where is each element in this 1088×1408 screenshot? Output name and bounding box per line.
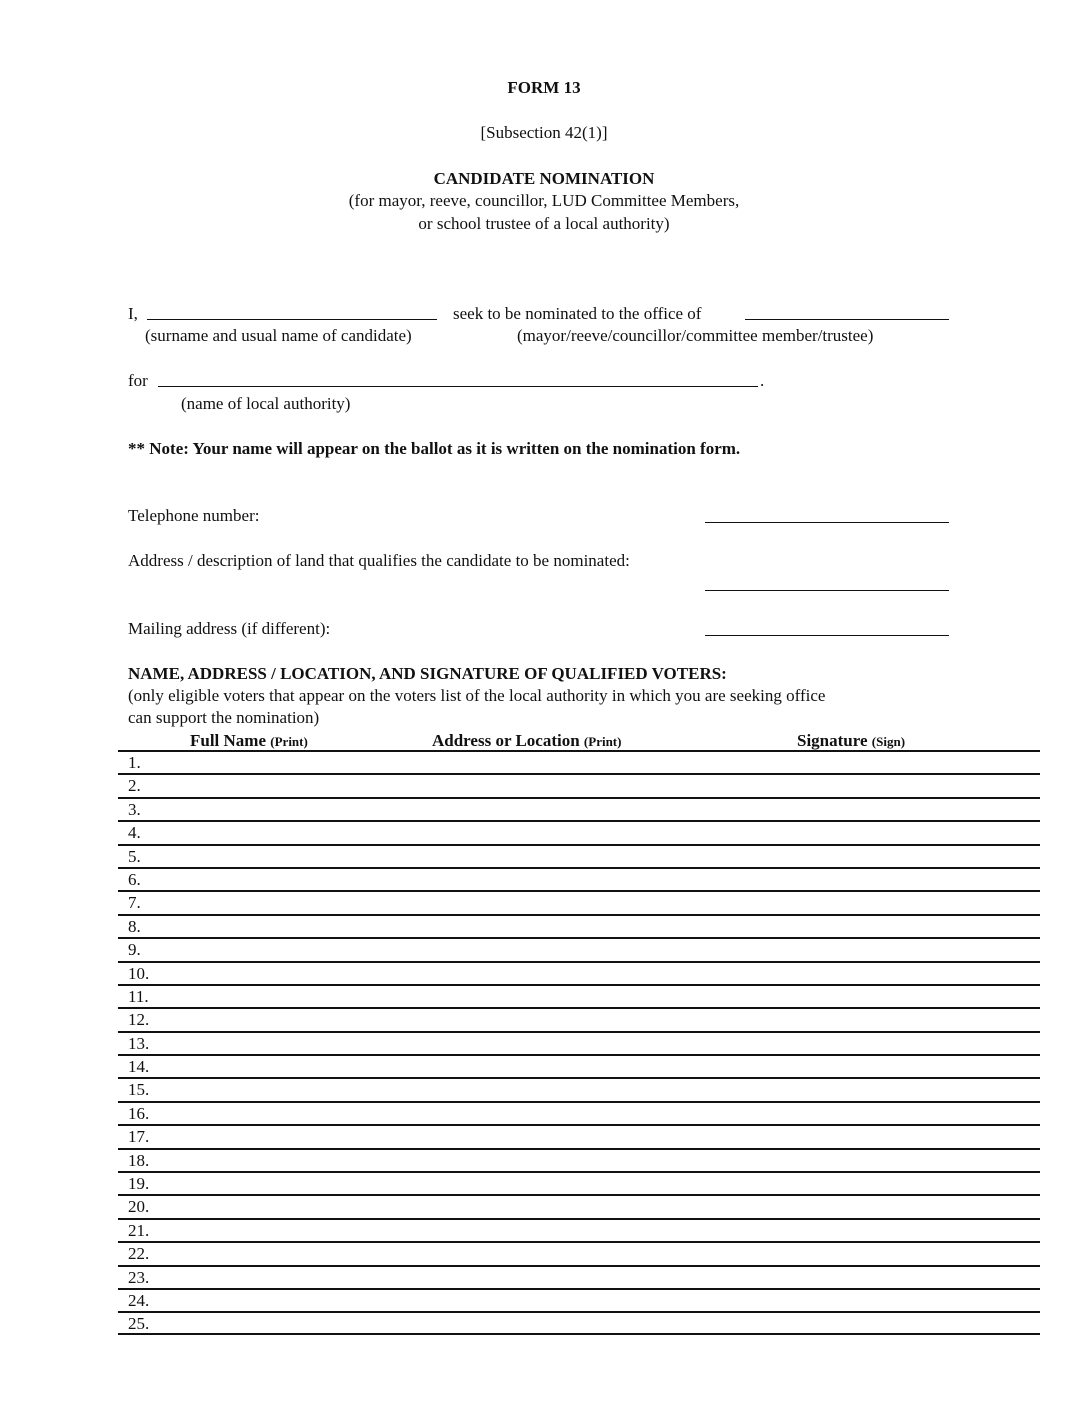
nomination-prefix: I, (128, 304, 138, 323)
row-number: 25. (128, 1314, 150, 1334)
land-address-label: Address / description of land that qualifies the candidate to be nominated: (128, 551, 630, 570)
column-qualifier: (Sign) (871, 734, 906, 749)
row-number: 2. (128, 776, 141, 796)
voters-table (118, 750, 1040, 1335)
voter-row[interactable] (118, 797, 1040, 820)
row-number: 16. (128, 1103, 150, 1123)
voter-row[interactable] (118, 1031, 1040, 1054)
ballot-note: ** Note: Your name will appear on the ballot as it is written on the nomination form. (128, 439, 741, 458)
voter-row[interactable] (118, 984, 1040, 1007)
land-address-field[interactable] (705, 590, 949, 591)
for-label: for (128, 371, 148, 390)
row-number: 5. (128, 846, 141, 866)
row-number: 7. (128, 893, 141, 913)
voter-row[interactable] (118, 820, 1040, 843)
form-number: FORM 13 (507, 78, 581, 97)
row-number: 14. (128, 1057, 150, 1077)
mailing-address-label: Mailing address (if different): (128, 619, 331, 638)
row-number: 23. (128, 1267, 150, 1287)
voter-row[interactable] (118, 890, 1040, 913)
column-header-address (432, 731, 621, 751)
form-subtitle-line1: (for mayor, reeve, councillor, LUD Committee Members, (348, 191, 740, 210)
voter-row[interactable] (118, 914, 1040, 937)
row-number: 12. (128, 1010, 150, 1030)
voter-row[interactable] (118, 773, 1040, 796)
voter-row[interactable] (118, 1311, 1040, 1334)
for-period: . (760, 371, 765, 390)
voters-note-line1: (only eligible voters that appear on the voters list of the local authority in which you are seeking office (128, 686, 826, 705)
row-number: 21. (128, 1220, 150, 1240)
column-qualifier: (Print) (583, 734, 622, 749)
row-number: 3. (128, 799, 141, 819)
subsection-reference: [Subsection 42(1)] (480, 123, 608, 142)
row-number: 20. (128, 1197, 150, 1217)
column-header-signature (797, 731, 905, 751)
voter-row[interactable] (118, 1218, 1040, 1241)
voter-row[interactable] (118, 750, 1040, 773)
row-number: 17. (128, 1127, 150, 1147)
voter-row[interactable] (118, 867, 1040, 890)
voter-row[interactable] (118, 1124, 1040, 1147)
row-number: 19. (128, 1174, 150, 1194)
voter-row[interactable] (118, 937, 1040, 960)
candidate-name-hint: (surname and usual name of candidate) (145, 326, 412, 345)
row-number: 18. (128, 1150, 150, 1170)
column-qualifier: (Print) (270, 734, 308, 749)
office-field[interactable] (745, 319, 949, 320)
column-label: Signature (797, 731, 868, 750)
row-number: 24. (128, 1290, 150, 1310)
mailing-address-field[interactable] (705, 635, 949, 636)
office-hint: (mayor/reeve/councillor/committee member/trustee) (517, 326, 874, 345)
column-label: Full Name (190, 731, 267, 750)
row-number: 9. (128, 940, 141, 960)
voter-row[interactable] (118, 1194, 1040, 1217)
voter-row[interactable] (118, 1288, 1040, 1311)
voter-row[interactable] (118, 844, 1040, 867)
row-number: 8. (128, 916, 141, 936)
column-header-full-name (190, 731, 308, 751)
voter-row[interactable] (118, 1007, 1040, 1030)
telephone-label: Telephone number: (128, 506, 260, 525)
row-number: 15. (128, 1080, 150, 1100)
local-authority-hint: (name of local authority) (181, 394, 351, 413)
telephone-field[interactable] (705, 522, 949, 523)
voters-note-line2: can support the nomination) (128, 708, 320, 727)
row-number: 10. (128, 963, 150, 983)
column-label: Address or Location (432, 731, 580, 750)
local-authority-field[interactable] (158, 386, 758, 387)
voter-row[interactable] (118, 961, 1040, 984)
form-title: CANDIDATE NOMINATION (433, 169, 655, 188)
form-subtitle-line2: or school trustee of a local authority) (418, 214, 670, 233)
row-number: 1. (128, 753, 141, 772)
row-number: 13. (128, 1033, 150, 1053)
row-number: 22. (128, 1244, 150, 1264)
voter-row[interactable] (118, 1054, 1040, 1077)
voter-row[interactable] (118, 1171, 1040, 1194)
voter-row[interactable] (118, 1077, 1040, 1100)
voters-heading: NAME, ADDRESS / LOCATION, AND SIGNATURE OF QUALIFIED VOTERS: (128, 664, 727, 683)
candidate-name-field[interactable] (147, 319, 437, 320)
voter-row[interactable] (118, 1241, 1040, 1264)
voter-row[interactable] (118, 1148, 1040, 1171)
voter-row[interactable] (118, 1265, 1040, 1288)
seek-nomination-text: seek to be nominated to the office of (453, 304, 702, 323)
voter-row[interactable] (118, 1101, 1040, 1124)
row-number: 11. (128, 986, 149, 1006)
row-number: 4. (128, 823, 141, 843)
row-number: 6. (128, 869, 141, 889)
